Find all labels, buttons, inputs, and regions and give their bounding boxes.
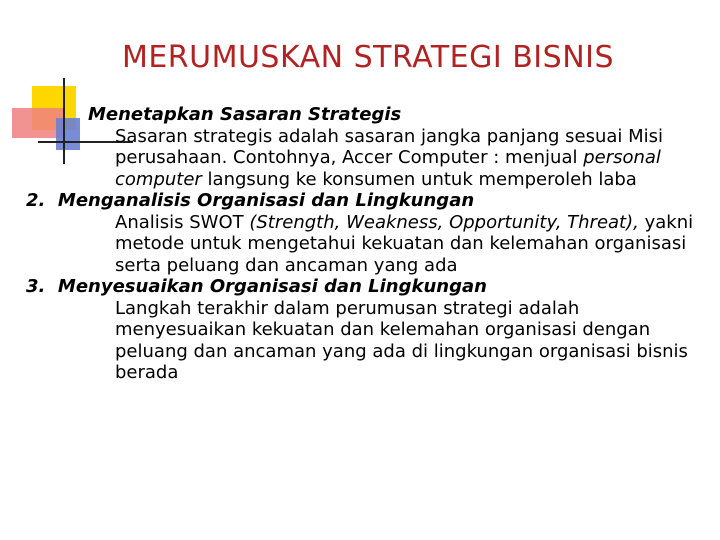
body-segment: yakni metode untuk mengetahui kekuatan dan kelemahan organisasi serta peluang dan ancaman yang ada: [115, 211, 694, 276]
slide-content: [26, 104, 708, 384]
list-item: [26, 276, 708, 384]
body-segment: langsung ke konsumen untuk memperoleh laba: [201, 168, 637, 190]
item-heading-text: Menyesuaikan Organisasi dan Lingkungan: [57, 276, 487, 297]
slide-title: MERUMUSKAN STRATEGI BISNIS: [121, 40, 615, 75]
item-body: [26, 212, 708, 277]
decor-blue-rectangle: [56, 118, 80, 150]
body-segment-italic: (Strength, Weakness, Opportunity, Threat),: [243, 211, 639, 233]
body-segment: SWOT: [189, 211, 244, 233]
body-segment-italic: personal computer: [115, 147, 661, 190]
item-body: [26, 298, 708, 384]
item-number: 3.: [26, 276, 46, 297]
item-heading-text: Menetapkan Sasaran Strategis: [88, 104, 402, 125]
decor-vertical-line: [63, 78, 65, 164]
body-segment: Langkah terakhir dalam perumusan strategi adalah menyesuaikan kekuatan dan kelemahan organisasi dengan peluang dan ancaman yang ada di lingkungan organisasi bisnis berada: [115, 297, 688, 383]
list-item: [26, 190, 708, 276]
body-segment: Sasaran strategis adalah sasaran jangka panjang sesuai Misi perusahaan. Contohnya, Accer Computer : menjual: [115, 125, 664, 168]
item-number: 2.: [26, 190, 46, 211]
item-heading: [26, 276, 708, 298]
item-heading: [88, 104, 708, 126]
list-item: [88, 104, 708, 190]
item-heading: [26, 190, 708, 212]
body-segment: Analisis: [115, 211, 190, 233]
item-body: [88, 126, 708, 191]
item-heading-text: Menganalisis Organisasi dan Lingkungan: [57, 190, 475, 211]
